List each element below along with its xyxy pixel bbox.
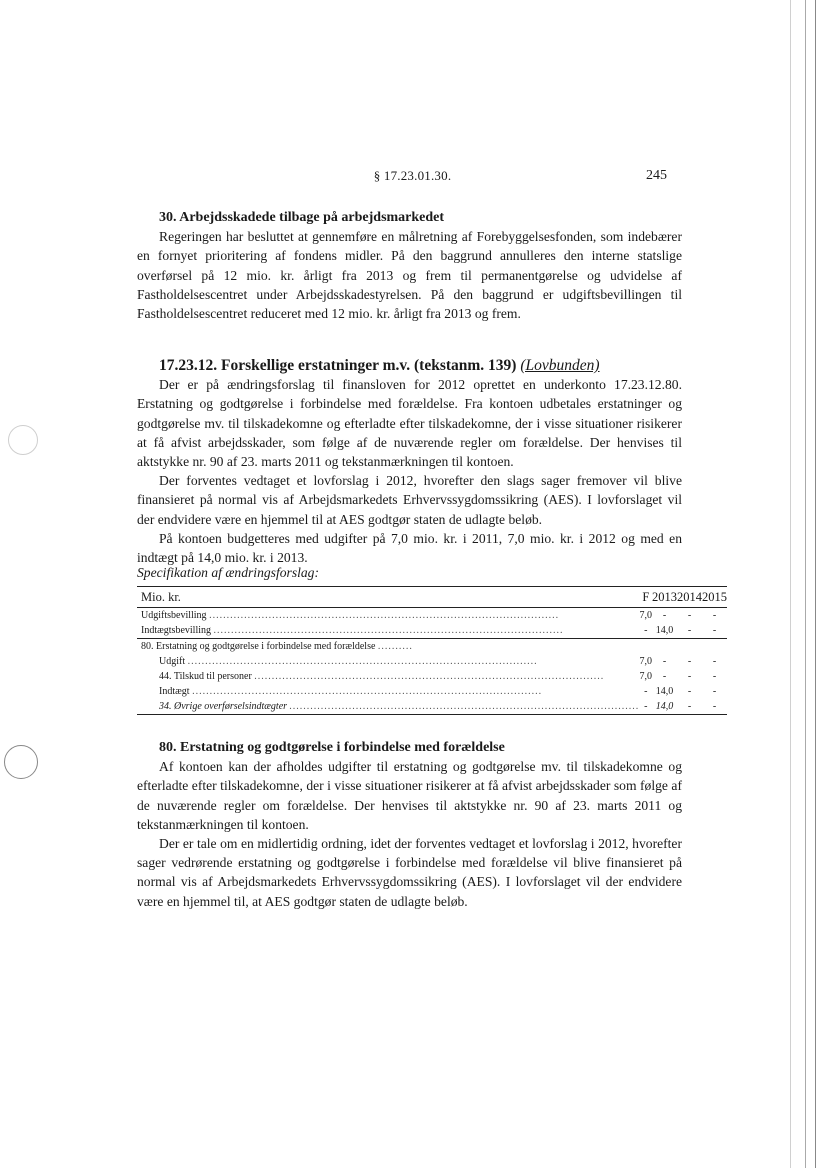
spec-title: Specifikation af ændringsforslag: xyxy=(137,565,320,580)
section-17-23-12-heading xyxy=(137,356,682,375)
cell-value: 7,0 xyxy=(639,610,653,621)
section-30-paragraph: Regeringen har besluttet at gennemføre en målretning af Forebyggelsesfonden, som indebærer en fornyet prioritering af fondens midler. På den baggrund annulleres den interne statslige overførsel på 12 mio. kr. årligt fra 2013 og frem til permanentgørelse og udvidelse af Fastholdelsescentret under Arbejdsskadestyrelsen. På den baggrund er udgiftsbevillingen til Fastholdelsescentret reduceret med 12 mio. kr. årligt fra 2013 og frem. xyxy=(137,229,682,322)
column-header: 2013 xyxy=(652,587,677,608)
punch-hole-mark xyxy=(4,745,38,779)
cell-value: 14,0 xyxy=(652,623,677,639)
row-label: Indtægtsbevilling xyxy=(141,625,211,636)
cell-value: - xyxy=(712,671,717,682)
cell-value: - xyxy=(662,671,667,682)
cell-value: - xyxy=(712,610,717,621)
cell-value: - xyxy=(702,623,727,639)
table-row: 34. Øvrige overførselsindtægter .................................................................................................... - 14,0 - - xyxy=(137,699,727,715)
row-label: Indtægt xyxy=(159,686,190,697)
column-header: 2014 xyxy=(677,587,702,608)
table-row: Indtægt .................................................................................................... - 14,0 - - xyxy=(137,684,727,699)
cell-value: - xyxy=(712,656,717,667)
column-header: F xyxy=(640,587,653,608)
cell-value: 7,0 xyxy=(639,656,653,667)
section-80-paragraph: Der er tale om en midlertidig ordning, idet der forventes vedtaget et lovforslag i 2012, hvorefter sager vedrørende erstatning og godtgørelse i forbindelse med forældelse vil blive finansieret på normal vis af Arbejdsmarkedets Erhvervssygdomssikring (AES). I lovforslaget vil der endvidere være en hjemmel til, at AES godtgør staten de udlagte beløb. xyxy=(137,836,682,909)
table-row: 44. Tilskud til personer .................................................................................................... 7,0 - - - xyxy=(137,669,727,684)
cell-value: - xyxy=(712,686,717,697)
section-reference: § 17.23.01.30. xyxy=(373,168,452,183)
cell-value: - xyxy=(640,623,653,639)
cell-value: 7,0 xyxy=(639,671,653,682)
section-30 xyxy=(137,208,682,323)
cell-value: - xyxy=(662,610,667,621)
cell-value: 14,0 xyxy=(652,699,677,715)
cell-value: - xyxy=(640,699,653,715)
cell-value: - xyxy=(644,686,648,697)
row-label: 34. Øvrige overførselsindtægter xyxy=(159,701,288,712)
spec-table xyxy=(137,586,727,715)
section-80 xyxy=(137,738,682,911)
section-80-heading: 80. Erstatning og godtgørelse i forbindelse med forældelse xyxy=(159,740,505,755)
section-17-23-12 xyxy=(137,356,682,567)
table-header-row xyxy=(137,587,727,608)
section-80-paragraph: Af kontoen kan der afholdes udgifter til erstatning og godtgørelse mv. til tilskadekomne og efterladte efter tilskadekomne, der i visse situationer risikerer at få afvist arbejdsskader som følge af de nuværende regler om forældelse. Der henvises til aktstykke nr. 90 af 23. marts 2011 og tekstanmærkningen til kontoen. xyxy=(137,759,682,832)
cell-value: - xyxy=(687,671,692,682)
heading-text: 17.23.12. Forskellige erstatninger m.v. (tekstanm. 139) xyxy=(159,357,517,374)
section-17-23-12-paragraph: På kontoen budgetteres med udgifter på 7,0 mio. kr. i 2011, 7,0 mio. kr. i 2012 og med en indtægt på 14,0 mio. kr. i 2013. xyxy=(137,530,682,566)
row-label: Udgiftsbevilling xyxy=(141,610,207,621)
cell-value: - xyxy=(702,699,727,715)
table-row: 80. Erstatning og godtgørelse i forbindelse med forældelse .......... xyxy=(141,641,413,652)
heading-tag: (Lovbunden) xyxy=(520,357,600,374)
section-30-heading: 30. Arbejdsskadede tilbage på arbejdsmarkedet xyxy=(159,210,445,225)
section-17-23-12-paragraph: Der er på ændringsforslag til finansloven for 2012 oprettet en underkonto 17.23.12.80. Erstatning og godtgørelse i forbindelse med forældelse. Fra kontoen udbetales erstatninger og godtgørelse mv. til tilskadekomne og efterladte efter tilskadekomne, der i visse situationer risikerer at få afvist arbejdsskader, som følge af de nuværende regler om forældelse. Der henvises til aktstykke nr. 90 af 23. marts 2011 og tekstanmærkningen til kontoen. xyxy=(137,377,682,470)
row-label: 44. Tilskud til personer xyxy=(159,671,252,682)
table-row: Indtægtsbevilling .................................................................................................... - 14,0 - - xyxy=(137,623,727,639)
table-row: Udgift .................................................................................................... 7,0 - - - xyxy=(137,654,727,669)
cell-value: - xyxy=(677,699,702,715)
column-header: Mio. kr. xyxy=(137,587,640,608)
page-number: 245 xyxy=(646,168,667,183)
cell-value: 14,0 xyxy=(655,686,674,697)
cell-value: - xyxy=(662,656,667,667)
row-label: 80. Erstatning og godtgørelse i forbindelse med forældelse xyxy=(141,641,376,652)
column-header: 2015 xyxy=(702,587,727,608)
punch-hole-mark xyxy=(8,425,38,455)
cell-value: - xyxy=(677,623,702,639)
section-17-23-12-paragraph: Der forventes vedtaget et lovforslag i 2012, hvorefter den slags sager fremover vil blive finansieret på normal vis af Arbejdsmarkedets Erhvervssygdomssikring (AES). I lovforslaget vil der endvidere være en hjemmel til at AES godtgør staten de udlagte beløb. xyxy=(137,473,682,527)
cell-value: - xyxy=(687,610,692,621)
table-row: Udgiftsbevilling .................................................................................................... 7,0 - - - xyxy=(137,608,727,624)
cell-value: - xyxy=(687,656,692,667)
cell-value: - xyxy=(687,686,692,697)
row-label: Udgift xyxy=(159,656,186,667)
